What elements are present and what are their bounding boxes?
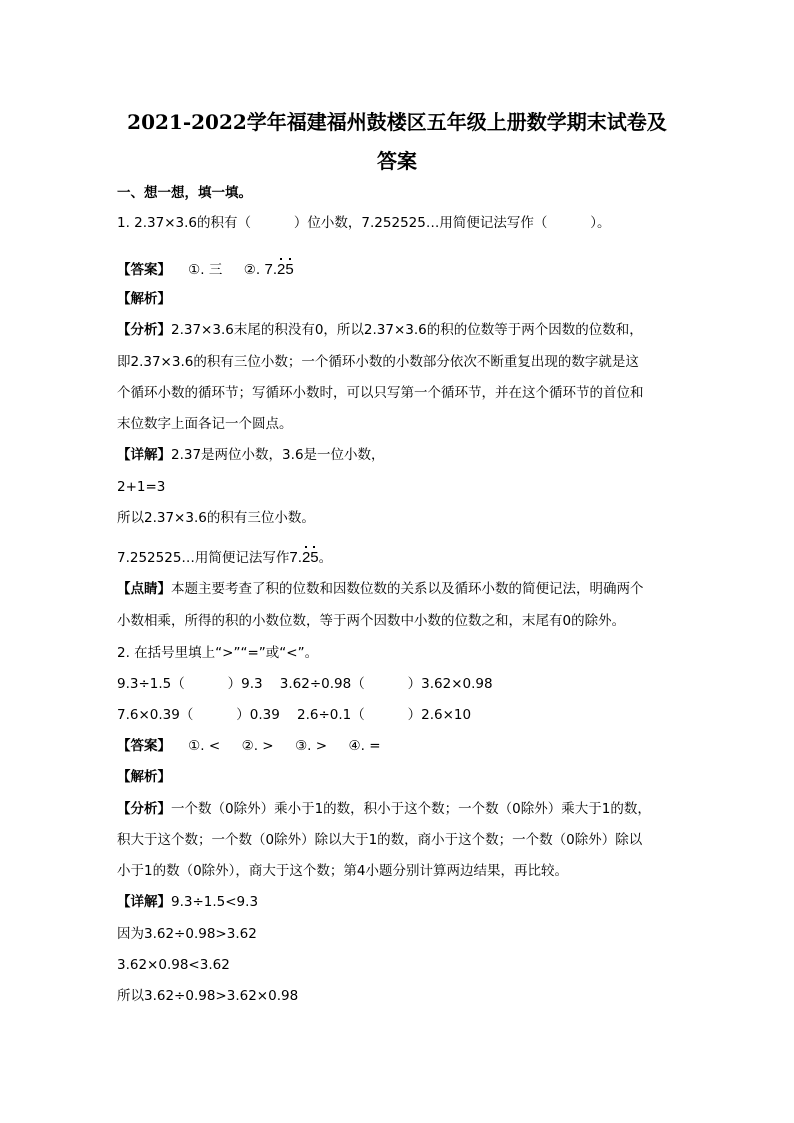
xiangjie-line: 3.62×0.98<3.62: [117, 957, 230, 973]
fenxi-line: 积大于这个数；一个数（0除外）除以大于1的数，商小于这个数；一个数（0除外）除以: [117, 832, 643, 848]
answer-text: ①. 三 ②.: [171, 262, 265, 278]
recurring-decimal: 7.25: [264, 261, 294, 278]
xiangjie-line: 2+1=3: [117, 479, 166, 495]
fenxi-line: 个循环小数的循环节；写循环小数时，可以只写第一个循环节，并在这个循环节的首位和: [117, 385, 644, 401]
xiangjie-line: 【详解】2.37是两位小数，3.6是一位小数，: [117, 447, 385, 463]
xiangjie-line: 所以2.37×3.6的积有三位小数。: [117, 510, 315, 526]
analysis-label: 【解析】: [117, 291, 171, 307]
q2-row: 9.3÷1.5（ ）9.3 3.62÷0.98（ ）3.62×0.98: [117, 676, 493, 692]
q1-question: 1. 2.37×3.6的积有（ ）位小数，7.252525…用简便记法写作（ ）。: [117, 215, 611, 231]
analysis-label: 【解析】: [117, 769, 171, 785]
fenxi-line: 即2.37×3.6的积有三位小数；一个循环小数的小数部分依次不断重复出现的数字就是这: [117, 354, 639, 370]
q1-answer: [117, 261, 294, 279]
xiangjie-line: 【详解】9.3÷1.5<9.3: [117, 894, 259, 910]
section-heading: 一、想一想，填一填。: [117, 185, 252, 201]
fenxi-line: 小于1的数（0除外），商大于这个数；第4小题分别计算两边结果，再比较。: [117, 863, 569, 879]
fenxi-line: 【分析】2.37×3.6末尾的积没有0，所以2.37×3.6的积的位数等于两个因数的位数和，: [117, 322, 643, 338]
answer-label: 【答案】: [117, 262, 171, 278]
fenxi-line: 【分析】一个数（0除外）乘小于1的数，积小于这个数；一个数（0除外）乘大于1的数，: [117, 801, 651, 817]
dianjing-line: 小数相乘，所得的积的小数位数，等于两个因数中小数的位数之和，末尾有0的除外。: [117, 613, 626, 629]
xiangjie-line: 所以3.62÷0.98>3.62×0.98: [117, 988, 299, 1004]
dianjing-line: 【点睛】本题主要考查了积的位数和因数位数的关系以及循环小数的简便记法，明确两个: [117, 581, 644, 597]
recurring-decimal: 7.25: [289, 549, 319, 566]
q2-row: 7.6×0.39（ ）0.39 2.6÷0.1（ ）2.6×10: [117, 707, 472, 723]
q2-answer: 【答案】 ①. < ②. > ③. > ④. =: [117, 738, 381, 754]
fenxi-line: 末位数字上面各记一个圆点。: [117, 416, 293, 432]
xiangjie-line: 因为3.62÷0.98>3.62: [117, 926, 257, 942]
doc-title-line1: 2021-2022学年福建福州鼓楼区五年级上册数学期末试卷及: [127, 110, 667, 134]
q2-question: 2. 在括号里填上“>”“=”或“<”。: [117, 645, 319, 661]
doc-title-line2: 答案: [377, 149, 417, 173]
shorthand-line: 7.252525…用简便记法写作7.25。: [117, 549, 333, 566]
